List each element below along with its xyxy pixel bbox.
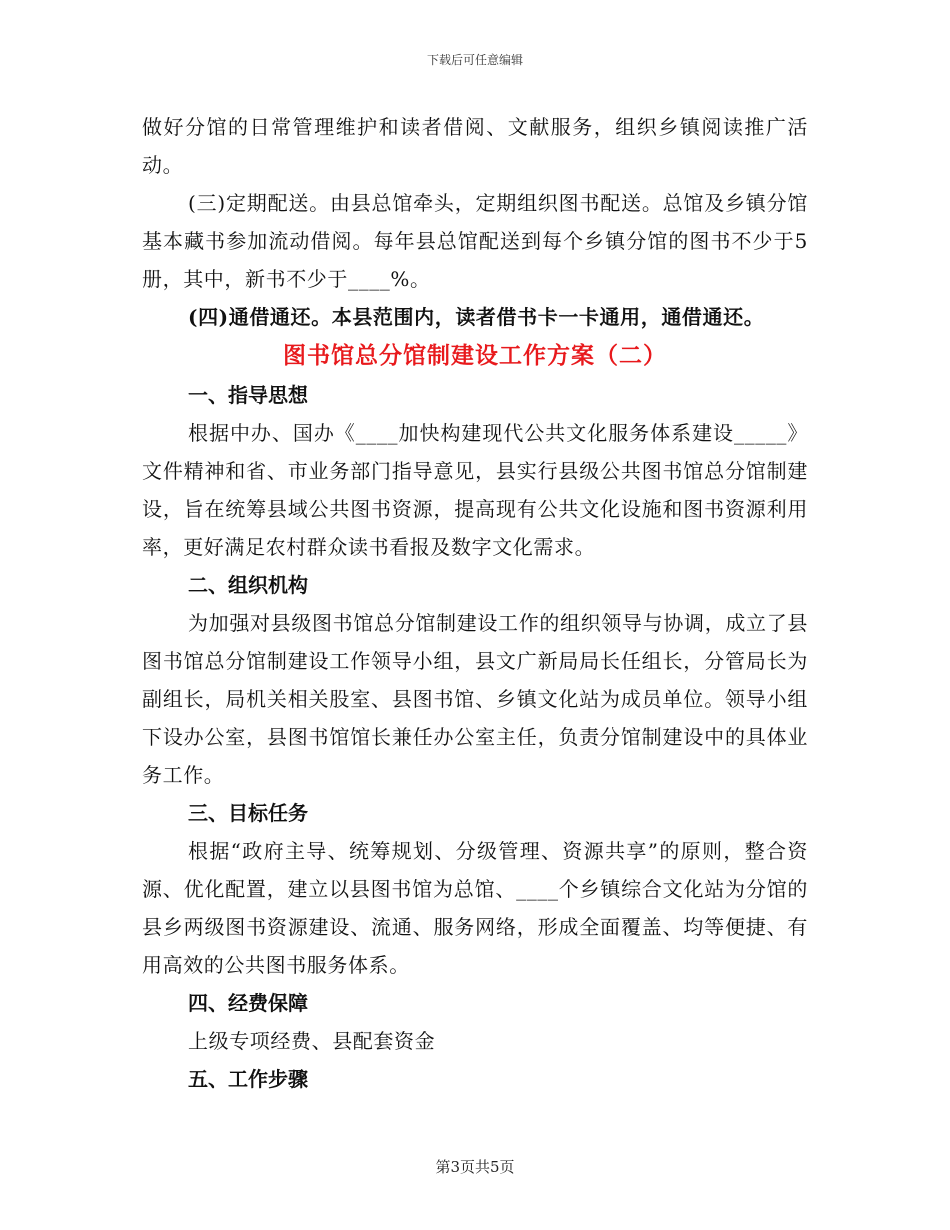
page-header: 下载后可任意编辑: [426, 53, 523, 67]
section-body: 为加强对县级图书馆总分馆制建设工作的组织领导与协调，成立了县图书馆总分馆制建设工作领导小组，县文广新局局长任组长，分管局长为副组长，局机关相关股室、县图书馆、乡镇文化站为成员单位。领导小组下设办公室，县图书馆馆长兼任办公室主任，负责分馆制建设中的具体业务工作。: [142, 611, 808, 787]
section-heading: 一、指导思想: [188, 383, 308, 407]
paragraph-bold: (四)通借通还。本县范围内，读者借书卡一卡通用，通借通还。: [188, 305, 765, 329]
section-body: 上级专项经费、县配套资金: [188, 1029, 436, 1053]
page-footer: 第3页共5页: [435, 1158, 515, 1176]
document-title: 图书馆总分馆制建设工作方案（二）: [283, 342, 667, 369]
section-heading: 五、工作步骤: [188, 1067, 308, 1091]
section-heading: 四、经费保障: [188, 991, 308, 1015]
document-body: [142, 108, 808, 1098]
section-body: 根据“政府主导、统筹规划、分级管理、资源共享”的原则，整合资源、优化配置，建立以县图书馆为总馆、____个乡镇综合文化站为分馆的县乡两级图书资源建设、流通、服务网络，形成全面覆盖、均等便捷、有用高效的公共图书服务体系。: [142, 839, 808, 977]
section-body: 根据中办、国办《____加快构建现代公共文化服务体系建设_____》文件精神和省、市业务部门指导意见，县实行县级公共图书馆总分馆制建设，旨在统筹县域公共图书资源，提高现有公共文化设施和图书资源利用率，更好满足农村群众读书看报及数字文化需求。: [142, 421, 808, 559]
section-heading: 三、目标任务: [188, 801, 308, 825]
paragraph: 做好分馆的日常管理维护和读者借阅、文献服务，组织乡镇阅读推广活动。: [142, 115, 808, 177]
paragraph: (三)定期配送。由县总馆牵头，定期组织图书配送。总馆及乡镇分馆基本藏书参加流动借阅。每年县总馆配送到每个乡镇分馆的图书不少于5册，其中，新书不少于____%。: [142, 191, 808, 291]
section-heading: 二、组织机构: [188, 573, 308, 597]
